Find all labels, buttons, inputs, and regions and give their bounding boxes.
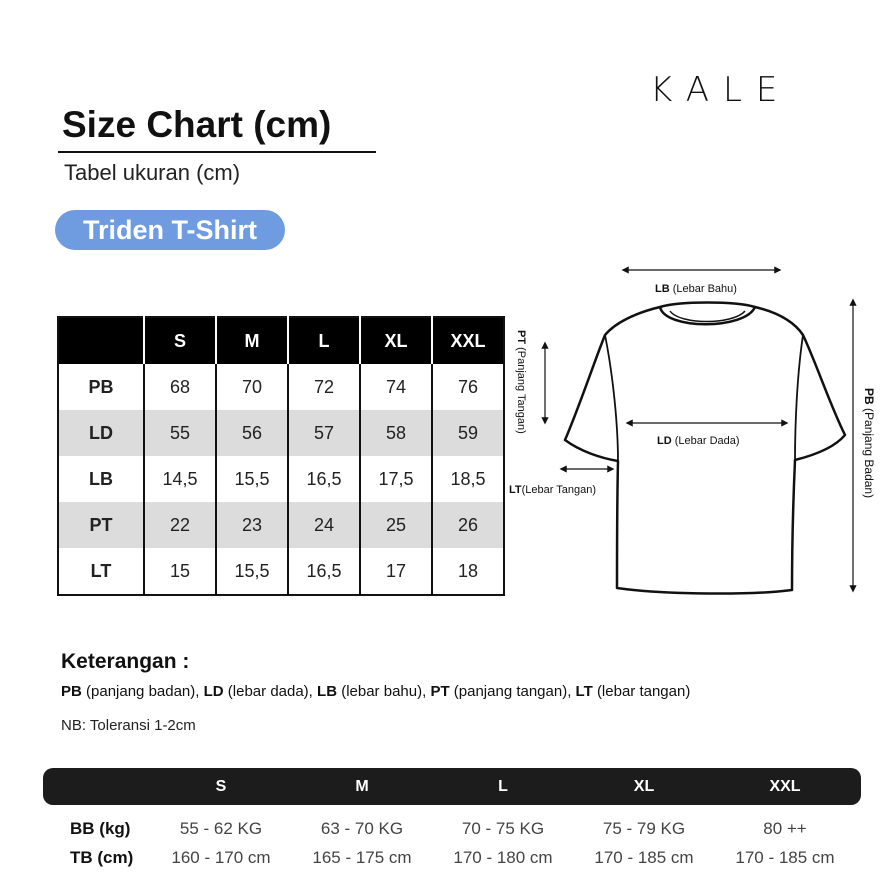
size-table-header	[58, 317, 504, 364]
table-cell: 18,5	[432, 456, 504, 502]
lb-label: LB (Lebar Bahu)	[655, 283, 737, 295]
keterangan-legend	[61, 683, 690, 700]
table-cell: 72	[288, 364, 360, 410]
table-row	[58, 364, 504, 410]
legend-abbr: LD	[203, 683, 224, 700]
row-header: LB	[58, 456, 144, 502]
table-cell: 26	[432, 502, 504, 548]
legend-desc: (panjang tangan),	[453, 683, 572, 700]
row-header: LT	[58, 548, 144, 595]
fit-size-label: S	[215, 778, 227, 795]
bb-value: 55 - 62 KG	[179, 819, 263, 838]
tb-row-label: TB (cm)	[70, 848, 134, 867]
bb-value: 63 - 70 KG	[320, 819, 404, 838]
title-divider	[58, 151, 376, 153]
tb-value: 170 - 180 cm	[453, 848, 553, 867]
brand-logo: KALE	[650, 70, 792, 110]
tb-value: 170 - 185 cm	[735, 848, 835, 867]
fit-size-label: M	[355, 778, 369, 795]
legend-abbr: PB	[61, 683, 82, 700]
table-cell: 24	[288, 502, 360, 548]
table-cell: 15,5	[216, 456, 288, 502]
tb-value: 160 - 170 cm	[171, 848, 271, 867]
table-cell: 14,5	[144, 456, 216, 502]
table-cell: 25	[360, 502, 432, 548]
row-header: PT	[58, 502, 144, 548]
table-cell: 15,5	[216, 548, 288, 595]
table-cell: 15	[144, 548, 216, 595]
bb-row-label: BB (kg)	[70, 819, 131, 838]
tb-row	[43, 848, 861, 870]
page-title: Size Chart (cm)	[62, 104, 332, 145]
column-header: S	[144, 317, 216, 364]
table-row	[58, 410, 504, 456]
table-row	[58, 456, 504, 502]
table-cell: 59	[432, 410, 504, 456]
table-cell: 23	[216, 502, 288, 548]
column-header: M	[216, 317, 288, 364]
table-row	[58, 502, 504, 548]
legend-desc: (lebar tangan)	[596, 683, 691, 700]
row-header: LD	[58, 410, 144, 456]
table-cell: 17,5	[360, 456, 432, 502]
table-cell: 22	[144, 502, 216, 548]
table-cell: 76	[432, 364, 504, 410]
tb-value: 170 - 185 cm	[594, 848, 694, 867]
column-header: L	[288, 317, 360, 364]
table-cell: 57	[288, 410, 360, 456]
table-cell: 16,5	[288, 548, 360, 595]
legend-desc: (lebar dada),	[227, 683, 313, 700]
bb-value: 70 - 75 KG	[461, 819, 545, 838]
legend-abbr: LB	[317, 683, 338, 700]
ld-label: LD (Lebar Dada)	[657, 435, 740, 447]
table-cell: 58	[360, 410, 432, 456]
fit-size-label: XL	[633, 778, 655, 795]
pt-label: PT (Panjang Tangan)	[515, 330, 527, 434]
table-cell: 70	[216, 364, 288, 410]
tshirt-measurement-diagram	[505, 255, 885, 605]
column-header: XXL	[432, 317, 504, 364]
keterangan-title: Keterangan :	[61, 650, 190, 673]
lt-label: LT(Lebar Tangan)	[509, 484, 597, 496]
table-cell: 17	[360, 548, 432, 595]
legend-abbr: PT	[430, 683, 450, 700]
table-cell: 56	[216, 410, 288, 456]
table-cell: 55	[144, 410, 216, 456]
legend-abbr: LT	[575, 683, 593, 700]
pb-label: PB (Panjang Badan)	[862, 388, 876, 499]
table-cell: 74	[360, 364, 432, 410]
table-cell: 68	[144, 364, 216, 410]
row-header: PB	[58, 364, 144, 410]
page-subtitle: Tabel ukuran (cm)	[64, 160, 241, 185]
size-table	[57, 316, 505, 596]
table-cell: 16,5	[288, 456, 360, 502]
fit-guide-header	[43, 768, 861, 805]
bb-row	[43, 819, 861, 841]
fit-size-label: XXL	[769, 778, 801, 795]
table-row	[58, 548, 504, 595]
table-cell: 18	[432, 548, 504, 595]
tolerance-note: NB: Toleransi 1-2cm	[61, 717, 196, 734]
tb-value: 165 - 175 cm	[312, 848, 412, 867]
legend-desc: (panjang badan),	[86, 683, 200, 700]
legend-desc: (lebar bahu),	[341, 683, 427, 700]
bb-value: 80 ++	[763, 819, 807, 838]
fit-size-label: L	[498, 778, 508, 795]
bb-value: 75 - 79 KG	[602, 819, 686, 838]
column-header: XL	[360, 317, 432, 364]
header-corner	[58, 317, 144, 364]
product-badge: Triden T-Shirt	[55, 210, 285, 250]
